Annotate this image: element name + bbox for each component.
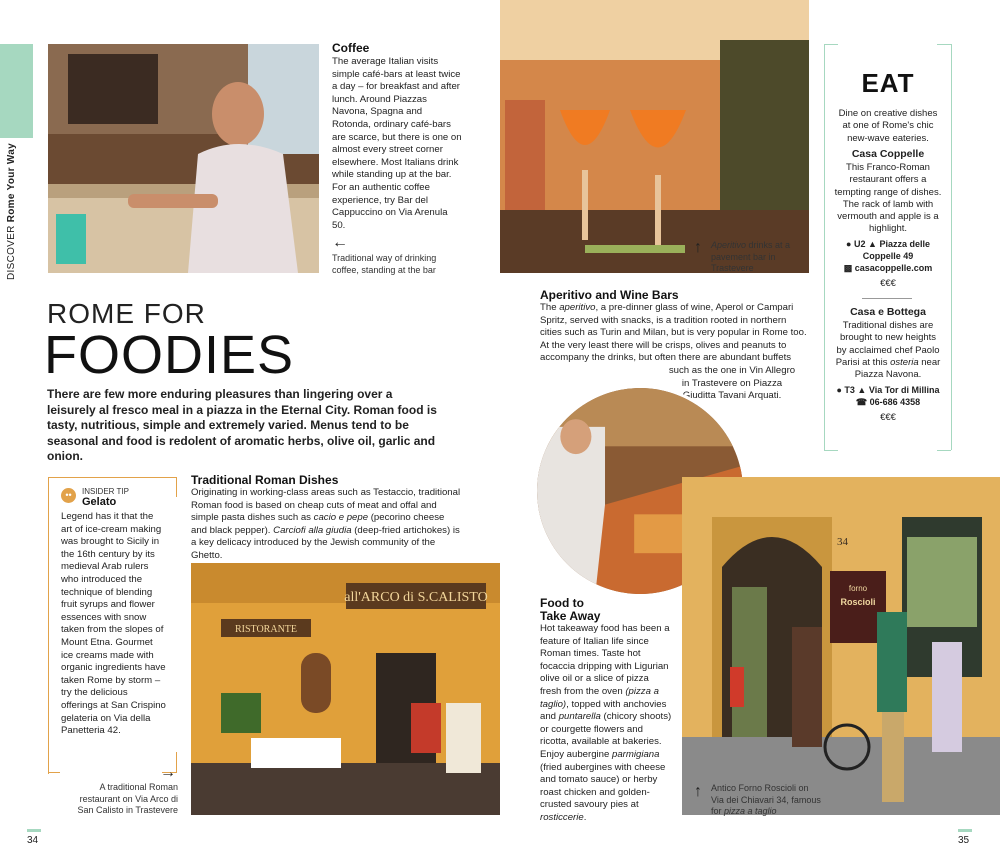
up-arrow-icon: ↑ bbox=[694, 783, 702, 800]
left-arrow-icon: ← bbox=[332, 234, 348, 251]
insider-tip-label: INSIDER TIP bbox=[82, 487, 129, 496]
takeaway-body-2: , topped with anchovies and bbox=[540, 698, 667, 723]
eat-divider bbox=[862, 298, 912, 299]
venue1-web-row bbox=[834, 262, 942, 274]
takeaway-body bbox=[540, 623, 672, 825]
venue2-desc-2: near Piazza Navona. bbox=[854, 356, 941, 381]
takeaway-em-2: puntarella bbox=[558, 711, 601, 723]
takeaway-body-5: . bbox=[583, 811, 587, 823]
venue2-name: Casa e Bottega bbox=[850, 306, 926, 318]
eat-box-corner bbox=[824, 44, 838, 45]
running-head-section: DISCOVER bbox=[6, 225, 17, 280]
restaurant-photo bbox=[191, 563, 500, 815]
page-number-accent bbox=[958, 829, 972, 832]
location-icon: ▲ bbox=[857, 385, 867, 395]
eat-box-corner bbox=[937, 44, 951, 45]
takeaway-body-4: (fried aubergines with cheese and tomato sauce) or herby roast chicken and golden-crusted savoury pies at bbox=[540, 761, 666, 811]
venue1-web[interactable]: casacoppelle.com bbox=[854, 263, 933, 273]
page-title-small: ROME FOR bbox=[47, 298, 206, 329]
insider-tip-body: Legend has it that the art of ice-cream making was brought to Sicily in the 16th century by its medieval Arab rulers who introduced the technique of blending fruit syrups and flower essences with snow taken from the slopes of Mount Etna. Gourmet ice creams made with organic ingredients have taken Rome by storm – try the delicious offerings at San Crispino gelateria on Via della Panetteria 42. bbox=[61, 511, 166, 737]
page-number-left: 34 bbox=[27, 835, 39, 846]
traditional-body-2: (pecorino cheese and black pepper). bbox=[191, 512, 445, 536]
coffee-heading: Coffee bbox=[332, 41, 370, 55]
venue2-desc bbox=[834, 320, 942, 381]
venue1-grid: U2 bbox=[853, 239, 866, 249]
restaurant-sign-text: all'ARCO di S.CALISTO bbox=[344, 590, 488, 605]
traditional-body-1: Originating in working-class areas such as Testaccio, traditional Roman food is based on cheap cuts of meat and offal and simple pasta dishes such as bbox=[191, 487, 461, 524]
eat-intro: Dine on creative dishes at one of Rome's chic new-wave eateries. bbox=[838, 108, 938, 144]
takeaway-em-3: parmigiana bbox=[612, 748, 660, 760]
venue2-desc-1: Traditional dishes are brought to new heights by acclaimed chef Paolo Parisi at this bbox=[835, 320, 940, 368]
traditional-body-3: (deep-fried artichokes) is a key delicacy introduced by the Jewish community of the Ghetto. bbox=[191, 524, 460, 561]
roscioli-caption-em: pizza a taglio bbox=[724, 806, 777, 816]
aperitivo-heading: Aperitivo and Wine Bars bbox=[540, 288, 679, 302]
right-arrow-icon: → bbox=[160, 764, 176, 781]
traditional-body bbox=[191, 487, 461, 563]
eat-box-corner bbox=[937, 450, 951, 451]
speech-bubble-icon: •• bbox=[61, 488, 76, 503]
venue2-info bbox=[834, 384, 942, 409]
venue1-name: Casa Coppelle bbox=[851, 148, 925, 160]
intro-paragraph: There are few more enduring pleasures than lingering over a leisurely al fresco meal in a piazza in the Eternal City. Roman food is tasty, nutritious, simple and extremely varied. Menus tend to be seasonal and food is redolent of aromatic herbs, olive oil, garlic and onion. bbox=[47, 387, 437, 463]
eat-box-corner bbox=[824, 450, 838, 451]
venue2-desc-em: osteria bbox=[890, 356, 919, 368]
phone-icon: ☎ bbox=[855, 397, 868, 408]
forno-sign-small: forno bbox=[848, 584, 868, 593]
aperitivo-body bbox=[540, 302, 810, 365]
eat-title: EAT bbox=[861, 68, 915, 98]
coffee-caption: Traditional way of drinking coffee, standing at the bar bbox=[332, 253, 437, 275]
takeaway-heading-2: Take Away bbox=[540, 609, 601, 623]
page-title: FOODIES bbox=[44, 325, 295, 385]
coffee-body: The average Italian visits simple café-bars at least twice a day – for breakfast and after lunch. Around Piazzas Navona, Spagna and Rotonda, ordinary café-bars are scarce, but there is one on almost every street corner elsewhere. Most Italians drink while standing up at the bar. For an authentic coffee experience, try Bar del Cappuccino on Via Arenula 50. bbox=[332, 56, 462, 231]
aperitivo-body-pre: The bbox=[540, 302, 560, 313]
tip-box-edge bbox=[48, 772, 60, 773]
venue1-address: Piazza delle Coppelle 49 bbox=[862, 239, 930, 262]
up-arrow-icon: ↑ bbox=[694, 239, 702, 256]
aperitivo-body-tail: such as the one in Vin Allegro in Trastevere on Piazza Giuditta Tavani Arquati. bbox=[668, 365, 796, 402]
aperitivo-body-em: aperitivo bbox=[559, 302, 596, 313]
traditional-heading: Traditional Roman Dishes bbox=[191, 473, 339, 487]
venue2-price: €€€ bbox=[880, 412, 896, 423]
traditional-em-1: cacio e pepe bbox=[313, 512, 369, 524]
aperitivo-photo bbox=[500, 0, 809, 273]
web-icon: ▩ bbox=[843, 263, 853, 273]
takeaway-em-1: (pizza a taglio) bbox=[540, 685, 659, 710]
page-number-accent bbox=[27, 829, 41, 832]
sidebar-tab bbox=[0, 44, 33, 138]
coffee-bar-photo bbox=[48, 44, 319, 273]
roscioli-sign-text: Roscioli bbox=[840, 597, 876, 607]
roscioli-caption bbox=[711, 783, 821, 818]
map-pin-icon: ● bbox=[846, 239, 852, 249]
running-head-chapter: Rome Your Way bbox=[6, 142, 17, 223]
door-number: 34 bbox=[837, 536, 848, 548]
venue1-info bbox=[834, 238, 942, 263]
forno-roscioli-photo bbox=[682, 477, 1000, 815]
takeaway-heading-1: Food to bbox=[540, 596, 584, 610]
running-head bbox=[6, 143, 17, 280]
takeaway-em-4: rosticcerie bbox=[540, 811, 584, 823]
venue2-phone: 06-686 4358 bbox=[869, 397, 921, 408]
page-number-right: 35 bbox=[958, 835, 970, 846]
aperitivo-caption bbox=[711, 240, 806, 275]
roscioli-caption-1: Antico Forno Roscioli on Via dei Chiavari 34, famous for bbox=[711, 783, 821, 816]
tip-box-edge bbox=[176, 477, 177, 497]
traditional-em-2: Carciofi alla giudia bbox=[273, 524, 352, 536]
venue2-grid: T3 bbox=[844, 385, 855, 395]
aperitivo-body-main: , a pre-dinner glass of wine, Aperol or Campari Spritz, served with snacks, is a tradition rooted in northern cities such as Turin and Milan, but is very popular in Rome too. At the very least there will be crisps, olives and peanuts to accompany the drinks, but often there are abundant buffets bbox=[540, 302, 807, 364]
tip-box-edge bbox=[176, 752, 177, 773]
venue2-address: Via Tor di Millina bbox=[868, 385, 940, 395]
restaurant-caption: A traditional Roman restaurant on Via Arco di San Calisto in Trastevere bbox=[77, 782, 178, 815]
venue1-desc: This Franco-Roman restaurant offers a tempting range of dishes. The rack of lamb with vermouth and apple is a highlight. bbox=[834, 162, 942, 235]
venue1-price: €€€ bbox=[880, 278, 896, 289]
aperitivo-caption-rest: drinks at a pavement bar in Trastevere bbox=[711, 240, 791, 273]
ristorante-sign-text: RISTORANTE bbox=[234, 624, 298, 635]
takeaway-body-1: Hot takeaway food has been a feature of Italian life since Roman times. Taste hot focaccia dripping with Ligurian olive oil or a slice of pizza fresh from the oven bbox=[540, 623, 670, 697]
takeaway-heading bbox=[540, 597, 600, 623]
aperitivo-caption-em: Aperitivo bbox=[711, 240, 747, 250]
location-icon: ▲ bbox=[868, 239, 877, 249]
map-pin-icon: ● bbox=[836, 385, 842, 395]
takeaway-body-3: (chicory shoots) or courgette flowers and ricotta, available at bakeries. Enjoy aubergine bbox=[540, 711, 672, 760]
insider-tip-heading: Gelato bbox=[82, 496, 117, 508]
